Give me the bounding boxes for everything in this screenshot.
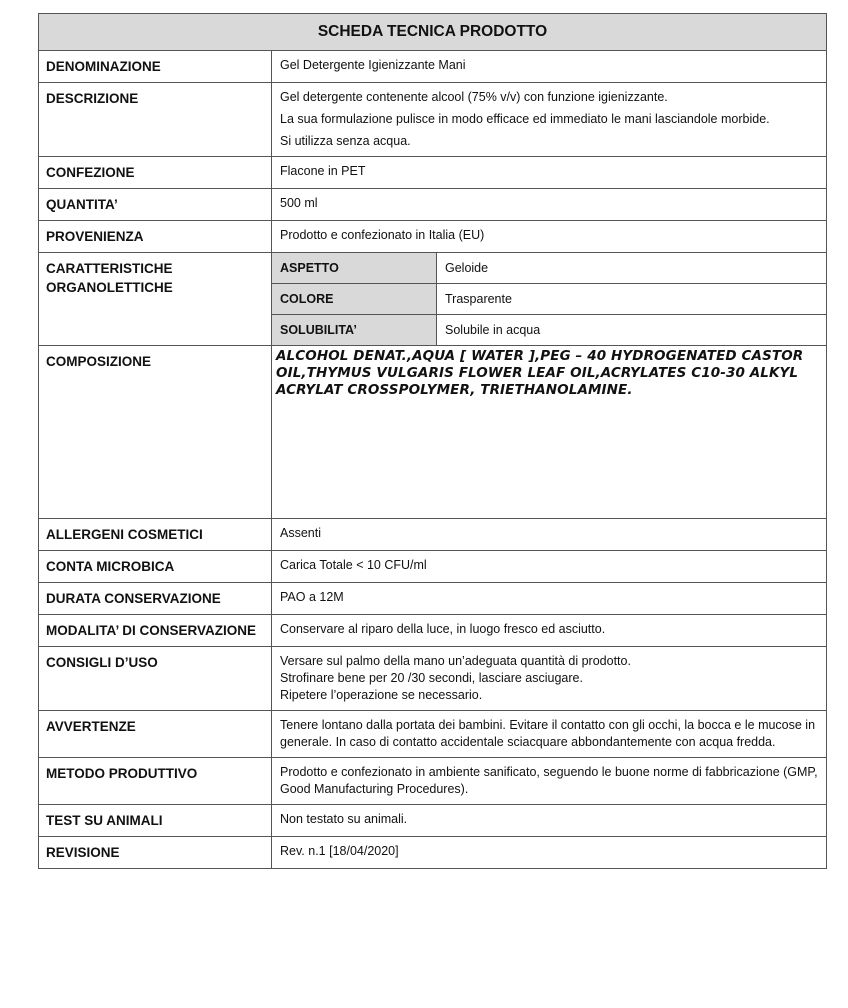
row-label: ALLERGENI COSMETICI [39,519,272,551]
usage-line: Strofinare bene per 20 /30 secondi, lasciare asciugare. [280,671,583,685]
composition-cell [272,346,827,519]
row-conta-microbica [39,551,827,583]
composition-text: ALCOHOL DENAT.,AQUA [ WATER ],PEG – 40 HYDROGENATED CASTOR OIL,THYMUS VULGARIS FLOWER LEAF OIL,ACRYLATES C10-30 ALKYL ACRYLAT CROSSPOLYMER, TRIETHANOLAMINE. [276,348,804,398]
organoleptic-value: Solubile in acqua [445,323,541,337]
row-avvertenze [39,711,827,758]
organoleptic-key: ASPETTO [272,253,437,284]
row-value: Tenere lontano dalla portata dei bambini. Evitare il contatto con gli occhi, la bocca e le mucose in generale. In caso di contatto accidentale sciacquare abbondantemente con acqua fredda. [272,711,827,758]
row-confezione [39,157,827,189]
row-label: DURATA CONSERVAZIONE [39,583,272,615]
product-data-sheet [38,13,827,869]
row-descrizione [39,83,827,157]
usage-line: Ripetere l’operazione se necessario. [280,688,483,702]
usage-cell [272,647,827,711]
row-durata [39,583,827,615]
organoleptic-value: Trasparente [437,284,827,315]
description-cell [272,83,827,157]
row-label: MODALITA’ DI CONSERVAZIONE [39,615,272,647]
organoleptic-value: Geloide [437,253,827,284]
row-value: Carica Totale < 10 CFU/ml [272,551,827,583]
row-value: 500 ml [272,189,827,221]
organoleptic-key: COLORE [272,284,437,315]
row-value: Non testato su animali. [272,805,827,837]
row-label: CARATTERISTICHE ORGANOLETTICHE [39,253,272,346]
usage-line: Versare sul palmo della mano un’adeguata quantità di prodotto. [280,654,631,668]
row-label: REVISIONE [39,837,272,869]
row-label: COMPOSIZIONE [39,346,272,519]
description-paragraph: Gel detergente contenente alcool (75% v/v) con funzione igienizzante. [280,90,668,104]
row-label: METODO PRODUTTIVO [39,758,272,805]
row-provenienza [39,221,827,253]
row-value: Gel Detergente Igienizzante Mani [272,51,827,83]
organoleptic-row [272,315,826,346]
row-label: AVVERTENZE [39,711,272,758]
organoleptic-key: SOLUBILITA’ [272,315,437,346]
row-value: Assenti [272,519,827,551]
row-label: DENOMINAZIONE [39,51,272,83]
row-composizione [39,346,827,519]
description-paragraph: La sua formulazione pulisce in modo efficace ed immediato le mani lasciandole morbide. [280,112,770,126]
row-label: CONFEZIONE [39,157,272,189]
organoleptic-cell [272,253,827,346]
row-label: CONTA MICROBICA [39,551,272,583]
row-denominazione [39,51,827,83]
row-organolettiche [39,253,827,346]
row-label: QUANTITA’ [39,189,272,221]
row-value: Conservare al riparo della luce, in luogo fresco ed asciutto. [272,615,827,647]
sheet-header-row [39,14,827,51]
row-quantita [39,189,827,221]
description-paragraph: Si utilizza senza acqua. [280,134,411,148]
row-value: Flacone in PET [272,157,827,189]
row-value: Rev. n.1 [18/04/2020] [272,837,827,869]
row-value: Prodotto e confezionato in ambiente sanificato, seguendo le buone norme di fabbricazione (GMP, Good Manufacturing Procedures). [272,758,827,805]
row-value: Prodotto e confezionato in Italia (EU) [272,221,827,253]
row-metodo [39,758,827,805]
row-allergeni [39,519,827,551]
row-modalita [39,615,827,647]
organoleptic-row [272,284,826,315]
row-label: PROVENIENZA [39,221,272,253]
row-label: DESCRIZIONE [39,83,272,157]
row-consigli [39,647,827,711]
row-test-animali [39,805,827,837]
row-label: TEST SU ANIMALI [39,805,272,837]
row-label: CONSIGLI D’USO [39,647,272,711]
row-revisione [39,837,827,869]
sheet-title: SCHEDA TECNICA PRODOTTO [39,14,827,51]
organoleptic-table [272,253,826,345]
organoleptic-row [272,253,826,284]
row-value: PAO a 12M [272,583,827,615]
